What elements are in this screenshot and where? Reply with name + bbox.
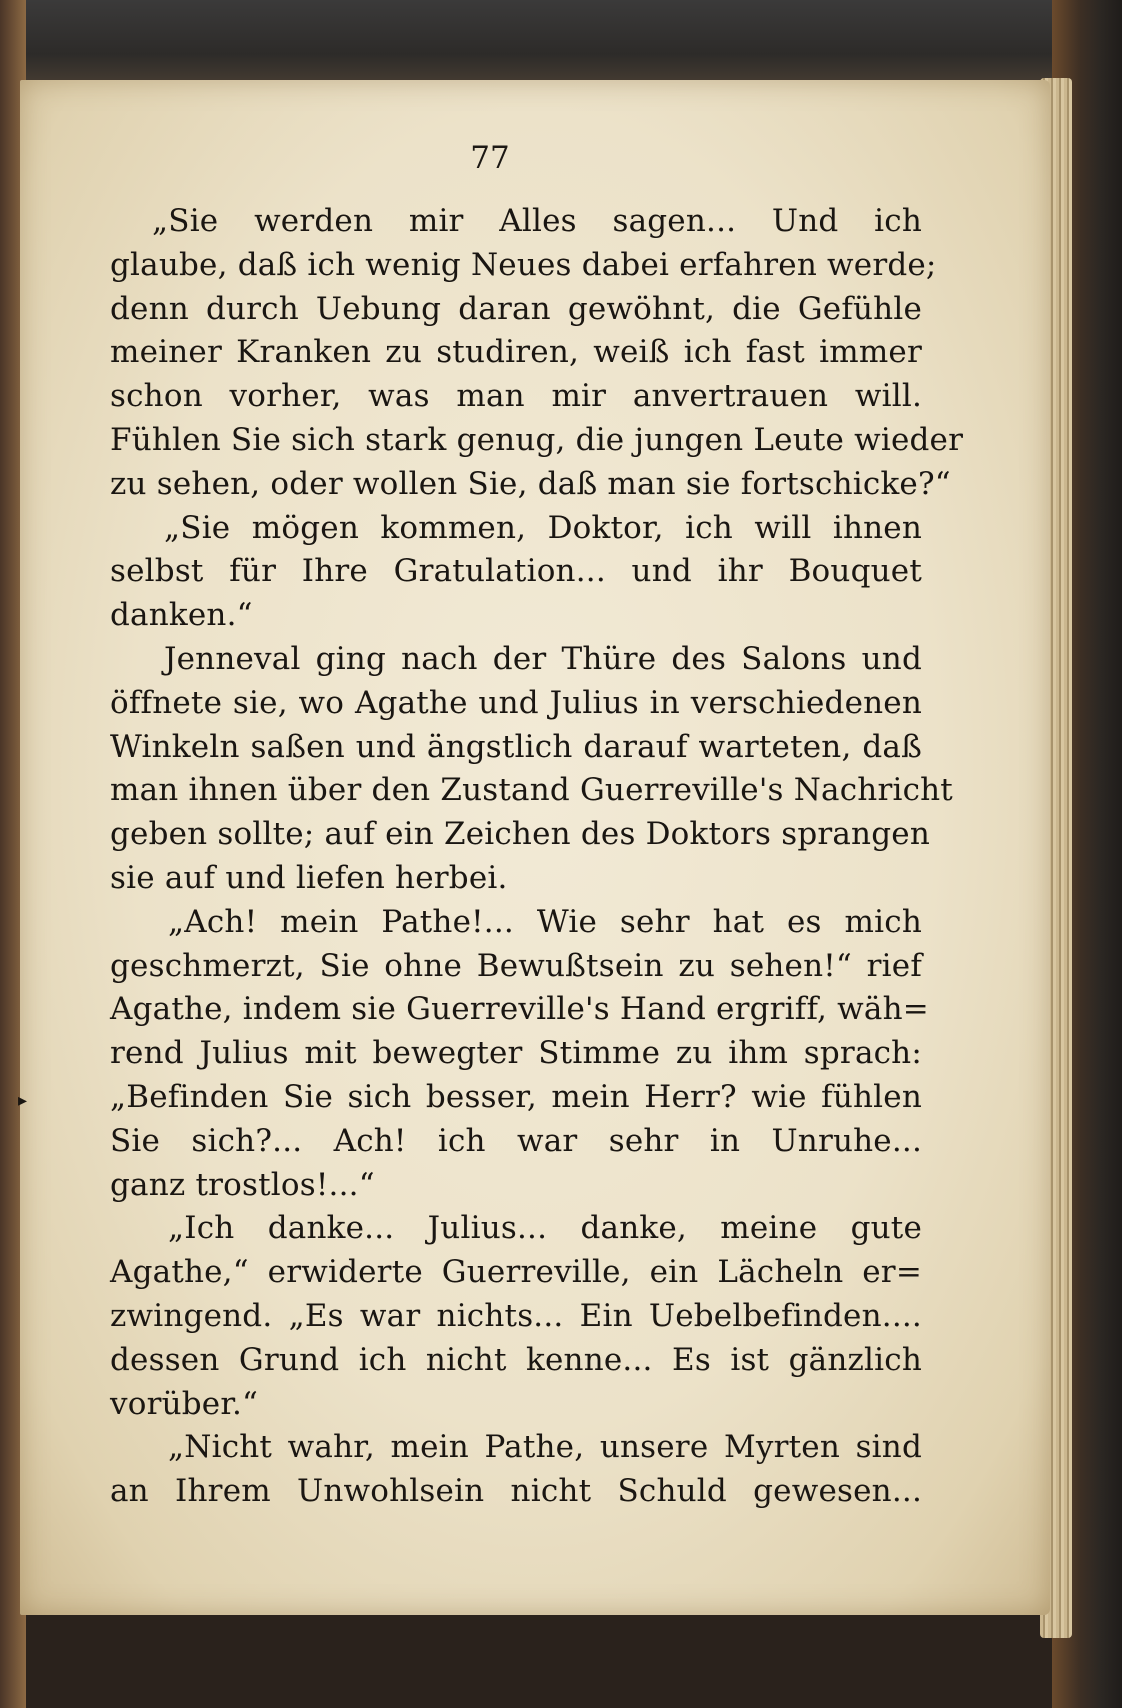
book-cover-top (0, 0, 1122, 90)
text-line: ganz trostlos!...“ (110, 1166, 375, 1203)
margin-mark-icon: ▸ (18, 1090, 28, 1111)
text-line: selbst für Ihre Gratulation... und ihr Bouquet (110, 553, 922, 590)
text-line: geschmerzt, Sie ohne Bewußtsein zu sehen!“ rief (110, 947, 922, 984)
text-line: rend Julius mit bewegter Stimme zu ihm sprach: (110, 1035, 922, 1072)
text-line: man ihnen über den Zustand Guerreville's Nachricht (110, 772, 953, 809)
text-line: schon vorher, was man mir anvertrauen will. (110, 378, 922, 415)
text-line: „Ich danke... Julius... danke, meine gute (168, 1210, 922, 1247)
text-line: meiner Kranken zu studiren, weiß ich fast immer (110, 334, 922, 371)
text-line: öffnete sie, wo Agathe und Julius in verschiedenen (110, 684, 922, 721)
text-line: „Ach! mein Pathe!... Wie sehr hat es mich (168, 903, 922, 940)
text-line: glaube, daß ich wenig Neues dabei erfahren werde; (110, 246, 937, 283)
text-line: „Sie mögen kommen, Doktor, ich will ihnen (164, 509, 922, 546)
text-line: dessen Grund ich nicht kenne... Es ist gänzlich (110, 1341, 922, 1378)
text-line: an Ihrem Unwohlsein nicht Schuld gewesen... (110, 1473, 922, 1510)
book-page (20, 80, 1050, 1615)
text-line: Winkeln saßen und ängstlich darauf warteten, daß (110, 728, 922, 765)
text-line: zwingend. „Es war nichts... Ein Uebelbefinden.... (110, 1297, 922, 1334)
text-line: „Nicht wahr, mein Pathe, unsere Myrten sind (168, 1429, 922, 1466)
text-line: sie auf und liefen herbei. (110, 859, 508, 896)
text-line: „Befinden Sie sich besser, mein Herr? wie fühlen (110, 1078, 922, 1115)
text-line: zu sehen, oder wollen Sie, daß man sie fortschicke?“ (110, 465, 951, 502)
text-line: denn durch Uebung daran gewöhnt, die Gefühle (110, 290, 922, 327)
text-line: Agathe, indem sie Guerreville's Hand ergriff, wäh= (110, 991, 929, 1028)
text-line: Jenneval ging nach der Thüre des Salons und (164, 640, 922, 677)
page-number: 77 (470, 140, 510, 176)
text-line: Sie sich?... Ach! ich war sehr in Unruhe... (110, 1122, 922, 1159)
text-line: Fühlen Sie sich stark genug, die jungen Leute wieder (110, 421, 964, 458)
page-text-block (110, 200, 964, 1514)
text-line: danken.“ (110, 597, 253, 634)
text-line: „Sie werden mir Alles sagen... Und ich (152, 203, 922, 239)
text-line: geben sollte; auf ein Zeichen des Doktors sprangen (110, 816, 930, 853)
text-line: vorüber.“ (110, 1385, 259, 1422)
text-line: Agathe,“ erwiderte Guerreville, ein Lächeln er= (110, 1254, 922, 1291)
